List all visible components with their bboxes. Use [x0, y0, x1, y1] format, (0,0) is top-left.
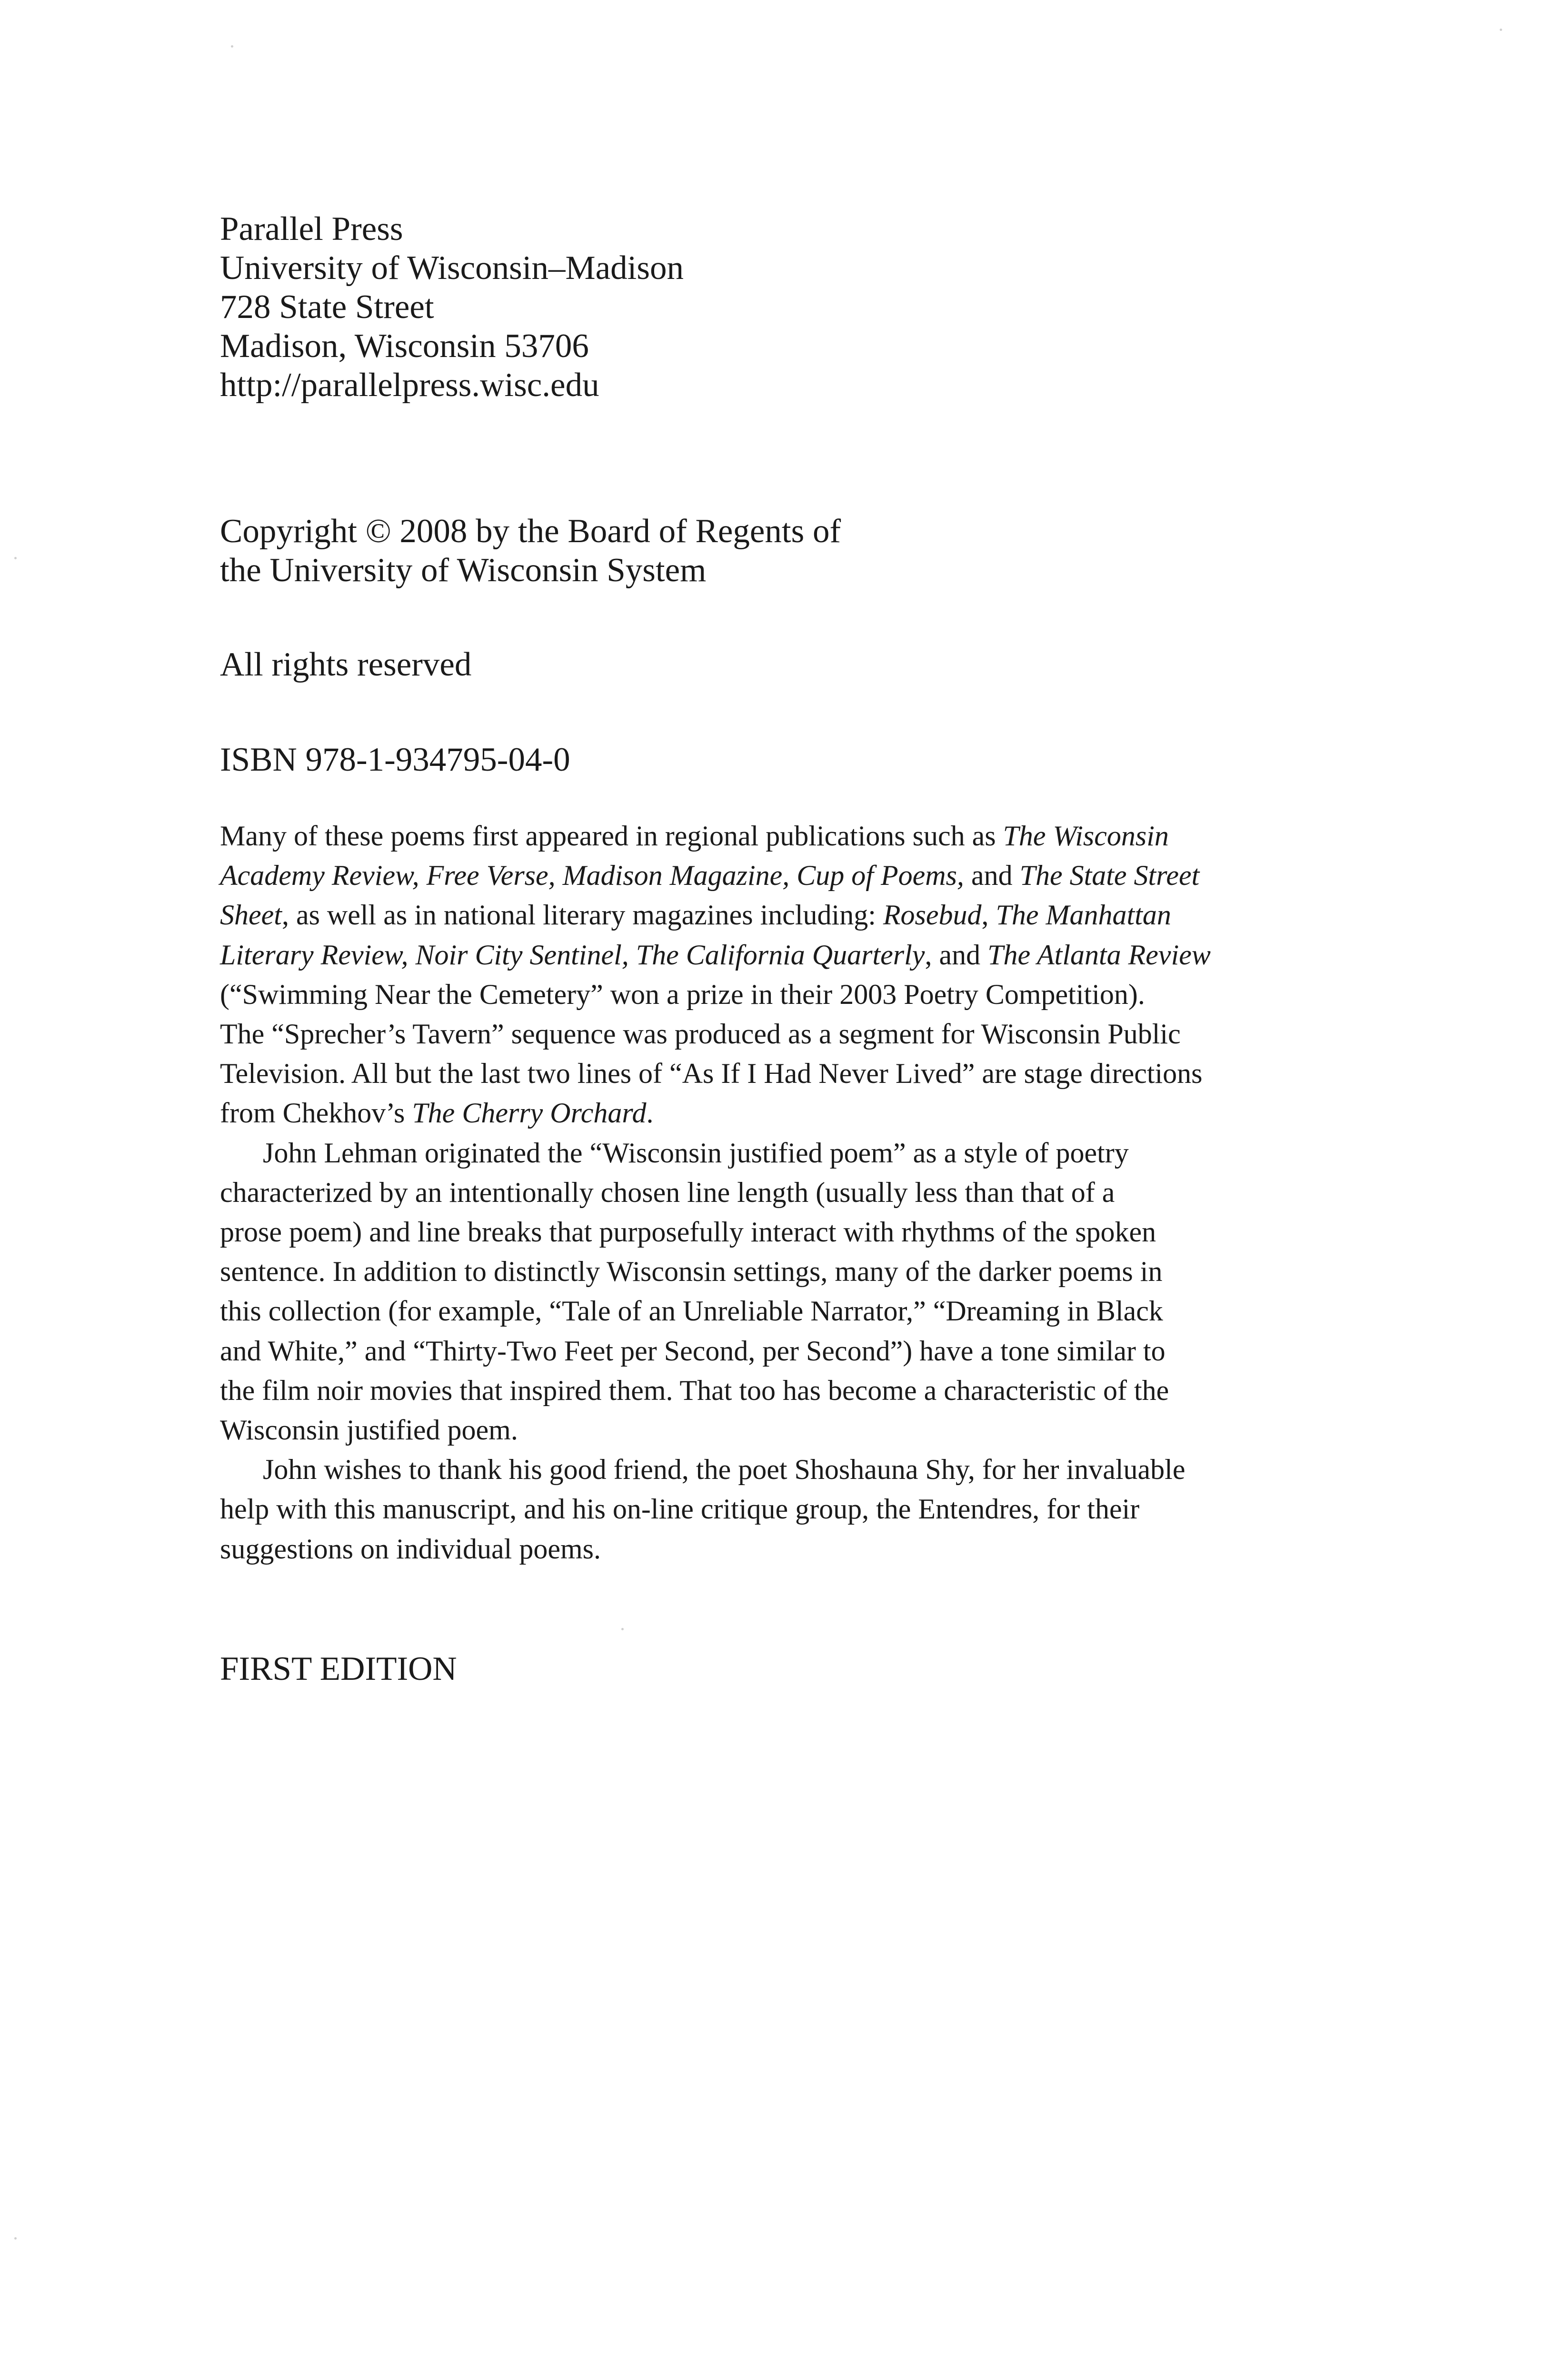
acknowledgments-line [220, 1014, 1353, 1054]
text-run: , and [925, 939, 988, 971]
acknowledgments-paragraph-2 [220, 1133, 1353, 1450]
acknowledgments-line [220, 895, 1353, 935]
copyright-notice [220, 512, 841, 590]
text-run: The “Sprecher’s Tavern” sequence was produced as a segment for Wisconsin Public [220, 1018, 1181, 1050]
acknowledgments-line [220, 1093, 1353, 1133]
rights-text: All rights reserved [220, 646, 472, 683]
publisher-city: Madison, Wisconsin 53706 [220, 327, 589, 365]
acknowledgments-paragraph-3 [220, 1450, 1353, 1569]
acknowledgments-line [220, 816, 1353, 856]
copyright-line-2: the University of Wisconsin System [220, 552, 707, 589]
text-run: Television. All but the last two lines of “As If I Had Never Lived” are stage directions [220, 1058, 1203, 1090]
acknowledgments-line: help with this manuscript, and his on-line critique group, the Entendres, for their [220, 1493, 1140, 1525]
text-run: from Chekhov’s [220, 1097, 412, 1129]
edition-text: FIRST EDITION [220, 1650, 457, 1687]
publication-title: Literary Review, Noir City Sentinel, The California Quarterly [220, 939, 925, 971]
publication-title: The Wisconsin [1003, 820, 1169, 852]
publication-title: The Cherry Orchard [412, 1097, 647, 1129]
publisher-address [220, 209, 684, 405]
isbn-text: ISBN 978-1-934795-04-0 [220, 741, 570, 778]
acknowledgments-line: prose poem) and line breaks that purposefully interact with rhythms of the spoken [220, 1216, 1156, 1248]
rights-reserved [220, 645, 471, 684]
acknowledgments-line [220, 935, 1353, 975]
publication-title: The Atlanta Review [987, 939, 1211, 971]
acknowledgments-paragraph-1 [220, 816, 1353, 1133]
text-run: and [964, 860, 1020, 892]
acknowledgments-line: Wisconsin justified poem. [220, 1414, 518, 1446]
text-run: (“Swimming Near the Cemetery” won a prize in their 2003 Poetry Competition). [220, 978, 1145, 1010]
publication-title: Academy Review, Free Verse, Madison Magazine, Cup of Poems, [220, 860, 964, 892]
publication-title: Sheet [220, 899, 282, 931]
publication-title: The Manhattan [996, 899, 1171, 931]
text-run: Many of these poems first appeared in regional publications such as [220, 820, 1003, 852]
isbn [220, 740, 570, 779]
copyright-line-1: Copyright © 2008 by the Board of Regents of [220, 513, 841, 550]
edition-statement [220, 1649, 457, 1688]
text-run: , as well as in national literary magazines including: [281, 899, 883, 931]
acknowledgments-line: and White,” and “Thirty-Two Feet per Second, per Second”) have a tone similar to [220, 1335, 1165, 1367]
acknowledgments-line: sentence. In addition to distinctly Wisconsin settings, many of the darker poems in [220, 1256, 1163, 1288]
acknowledgments-line: the film noir movies that inspired them. That too has become a characteristic of the [220, 1374, 1169, 1406]
publisher-name: Parallel Press [220, 210, 403, 248]
text-run: , [981, 899, 996, 931]
acknowledgments-line: this collection (for example, “Tale of an Unreliable Narrator,” “Dreaming in Black [220, 1295, 1163, 1327]
text-run: . [646, 1097, 654, 1129]
paper-speck [1500, 29, 1502, 31]
publisher-street: 728 State Street [220, 288, 434, 326]
acknowledgments-line: suggestions on individual poems. [220, 1533, 601, 1565]
publisher-url: http://parallelpress.wisc.edu [220, 367, 599, 404]
acknowledgments-line [220, 856, 1353, 895]
acknowledgments-line: John wishes to thank his good friend, the poet Shoshauna Shy, for her invaluable [263, 1454, 1185, 1486]
publication-title: The State Street [1019, 860, 1200, 892]
acknowledgments [220, 816, 1353, 1569]
paper-speck [14, 557, 17, 559]
acknowledgments-line [220, 975, 1353, 1014]
paper-speck [14, 2237, 17, 2240]
acknowledgments-line: characterized by an intentionally chosen line length (usually less than that of a [220, 1176, 1115, 1208]
publisher-university: University of Wisconsin–Madison [220, 249, 684, 287]
paper-speck [231, 45, 233, 48]
acknowledgments-line [220, 1054, 1353, 1093]
paper-speck [621, 1628, 624, 1630]
acknowledgments-line: John Lehman originated the “Wisconsin justified poem” as a style of poetry [263, 1137, 1129, 1169]
publication-title: Rosebud [883, 899, 982, 931]
